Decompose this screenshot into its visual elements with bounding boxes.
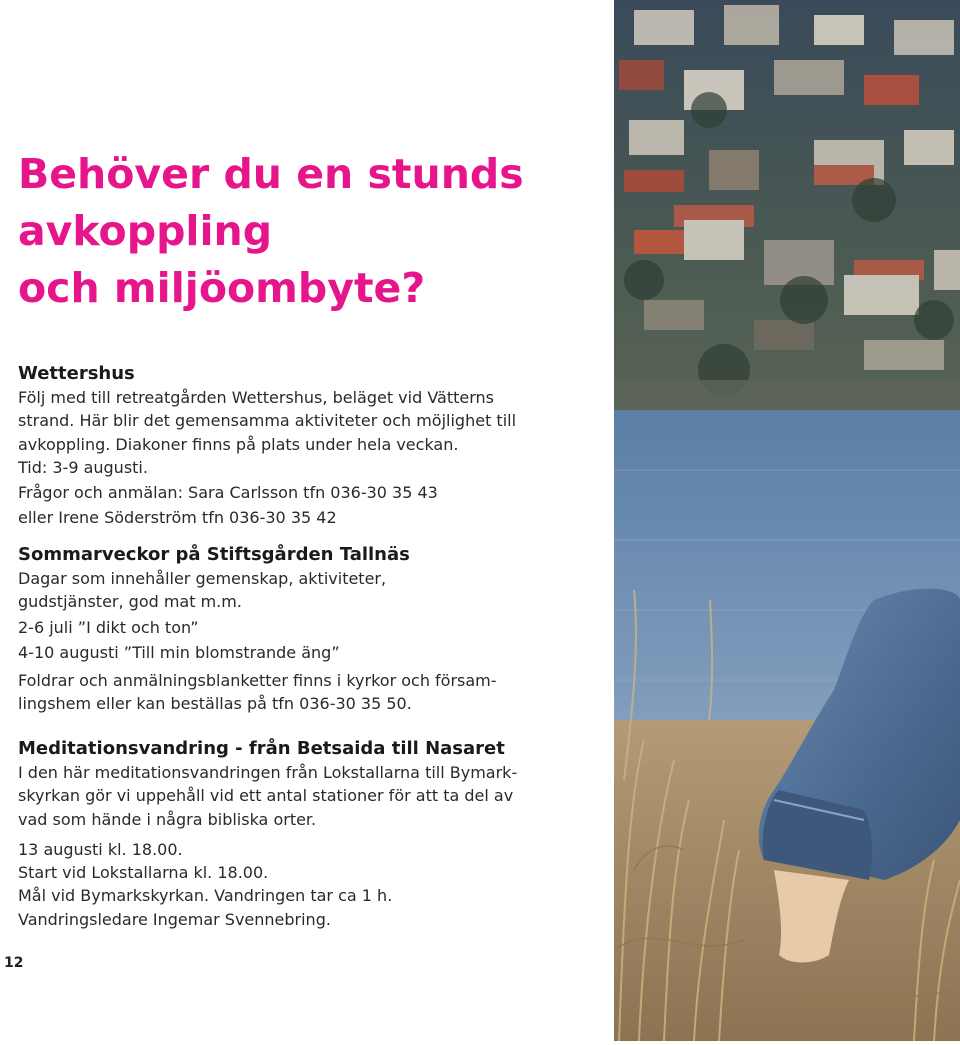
section-meditationsvandring bbox=[18, 737, 598, 931]
body-line: avkoppling. Diakoner finns på plats under hela veckan. bbox=[18, 434, 459, 454]
body-line: lingshem eller kan beställas på tfn 036-30 35 50. bbox=[18, 694, 412, 714]
headline-line-1: Behöver du en stunds bbox=[18, 150, 524, 198]
lake-beach-photo bbox=[614, 0, 960, 1041]
page-number: 12 bbox=[4, 955, 24, 971]
body-line: 2-6 juli ”I dikt och ton” bbox=[18, 617, 199, 637]
section-wettershus bbox=[18, 362, 598, 530]
body-line: Start vid Lokstallarna kl. 18.00. bbox=[18, 863, 269, 883]
body-line: vad som hände i några bibliska orter. bbox=[18, 809, 317, 829]
section-title: Meditationsvandring - från Betsaida till Nasaret bbox=[18, 738, 505, 759]
body-line: Frågor och anmälan: Sara Carlsson tfn 036-30 35 43 bbox=[18, 483, 438, 503]
body-line: Tid: 3-9 augusti. bbox=[18, 457, 148, 477]
body-line: Följ med till retreatgården Wettershus, beläget vid Vätterns bbox=[18, 388, 494, 407]
photo-illustration bbox=[614, 0, 960, 1041]
body-line: Mål vid Bymarkskyrkan. Vandringen tar ca 1 h. bbox=[18, 886, 393, 906]
headline-line-2: avkoppling bbox=[18, 207, 273, 255]
headline-line-3: och miljöombyte? bbox=[18, 264, 426, 312]
body-line: Dagar som innehåller gemenskap, aktiviteter, bbox=[18, 569, 387, 588]
body-line: Vandringsledare Ingemar Svennebring. bbox=[18, 909, 331, 929]
page-headline bbox=[18, 146, 578, 317]
section-tallnas bbox=[18, 543, 598, 716]
body-line: Foldrar och anmälningsblanketter finns i kyrkor och försam- bbox=[18, 671, 497, 691]
section-title: Sommarveckor på Stiftsgården Tallnäs bbox=[18, 544, 410, 565]
body-line: I den här meditationsvandringen från Lokstallarna till Bymark- bbox=[18, 763, 518, 782]
body-line: skyrkan gör vi uppehåll vid ett antal stationer för att ta del av bbox=[18, 786, 514, 806]
section-title: Wettershus bbox=[18, 363, 135, 384]
body-line: gudstjänster, god mat m.m. bbox=[18, 592, 242, 612]
body-line: eller Irene Söderström tfn 036-30 35 42 bbox=[18, 508, 337, 528]
body-line: strand. Här blir det gemensamma aktiviteter och möjlighet till bbox=[18, 411, 517, 431]
body-line: 13 augusti kl. 18.00. bbox=[18, 839, 183, 859]
body-line: 4-10 augusti ”Till min blomstrande äng” bbox=[18, 642, 340, 662]
